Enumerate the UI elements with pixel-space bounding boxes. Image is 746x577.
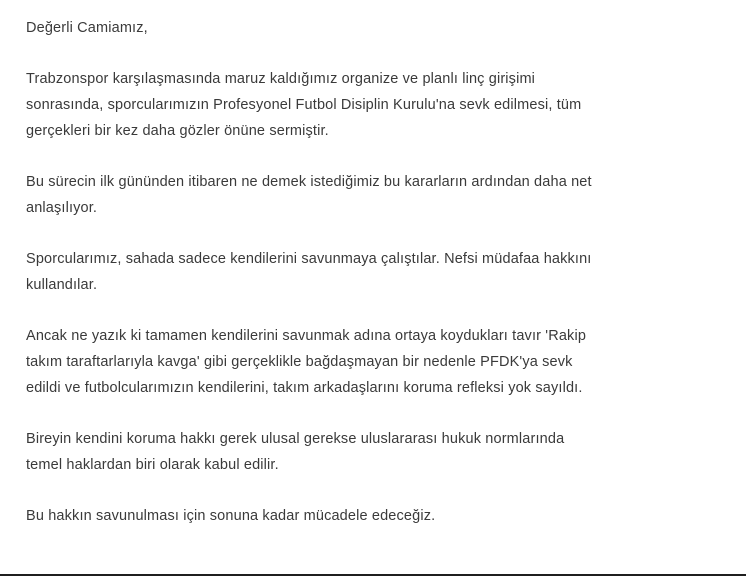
paragraph-4 (26, 323, 686, 401)
paragraph-line: temel haklardan biri olarak kabul edilir. (26, 457, 279, 473)
paragraph-line: takım taraftarlarıyla kavga' gibi gerçeklikle bağdaşmayan bir nedenle PFDK'ya sevk (26, 354, 573, 370)
paragraph-line: Trabzonspor karşılaşmasında maruz kaldığımız organize ve planlı linç girişimi (26, 71, 536, 87)
paragraph-3 (26, 246, 686, 298)
paragraph-1 (26, 66, 686, 144)
paragraph-6 (26, 503, 686, 529)
paragraph-line: kullandılar. (26, 277, 98, 293)
paragraph-2 (26, 169, 686, 221)
paragraph-line: Bireyin kendini koruma hakkı gerek ulusal gerekse uluslararası hukuk normlarında (26, 431, 565, 447)
statement-document (26, 15, 686, 554)
greeting: Değerli Camiamız, (26, 20, 148, 36)
paragraph-line: anlaşılıyor. (26, 200, 98, 216)
paragraph-line: sonrasında, sporcularımızın Profesyonel Futbol Disiplin Kurulu'na sevk edilmesi, tüm (26, 97, 582, 113)
paragraph-line: Sporcularımız, sahada sadece kendilerini savunmaya çalıştılar. Nefsi müdafaa hakkını (26, 251, 592, 267)
bottom-divider (0, 574, 746, 576)
paragraph-line: edildi ve futbolcularımızın kendilerini, takım arkadaşlarını koruma refleksi yok sayıldı. (26, 380, 583, 396)
paragraph-line: Bu hakkın savunulması için sonuna kadar mücadele edeceğiz. (26, 508, 436, 524)
paragraph-line: gerçekleri bir kez daha gözler önüne sermiştir. (26, 123, 329, 139)
paragraph-line: Ancak ne yazık ki tamamen kendilerini savunmak adına ortaya koydukları tavır 'Rakip (26, 328, 587, 344)
paragraph-line: Bu sürecin ilk gününden itibaren ne demek istediğimiz bu kararların ardından daha net (26, 174, 592, 190)
paragraph-5 (26, 426, 686, 478)
